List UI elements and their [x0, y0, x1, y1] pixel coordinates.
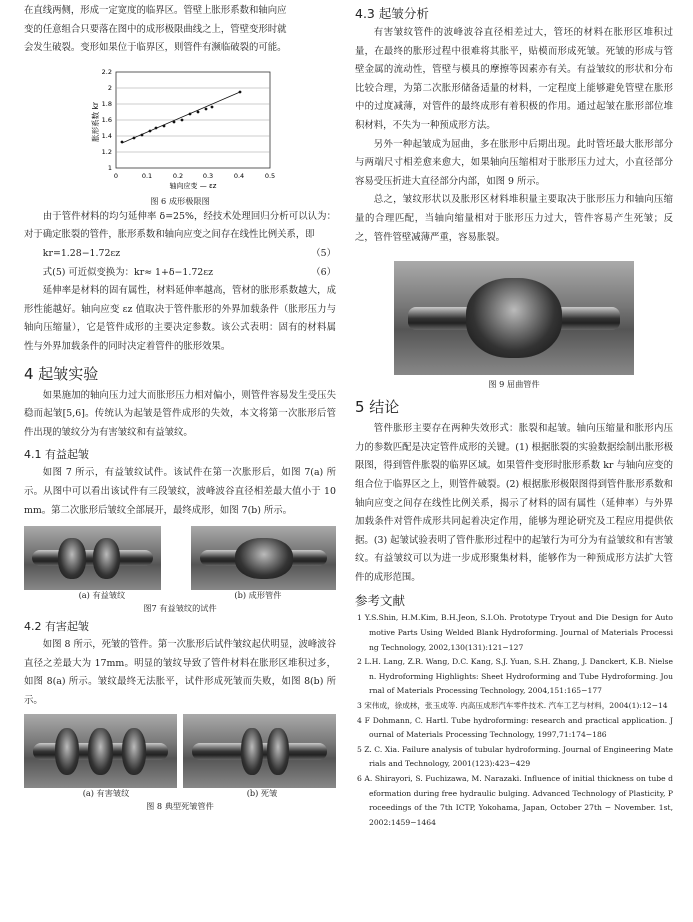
fig7-subcaptions	[24, 590, 336, 601]
para-beneficial-wrinkle: 如图 7 所示，有益皱纹试件。该试件在第一次胀形后，如图 7(a) 所示。从图中可以看出该试件有三段皱纹，波峰波谷直径相差最大值小于 10mm。第二次胀形后皱纹全部展开，最终成形，如图 7(b) 所示。	[24, 467, 336, 516]
fig9-caption: 图 9 屈曲管件	[488, 379, 540, 390]
section-4-heading: 4 起皱实验	[24, 364, 99, 383]
data-point	[133, 136, 136, 139]
fig7a-photo	[24, 526, 161, 590]
xtick: 0.5	[264, 171, 276, 180]
right-column	[355, 0, 673, 830]
xtick: 0	[113, 171, 119, 180]
left-column	[24, 0, 336, 814]
data-point	[205, 107, 208, 110]
fig9-photo	[394, 261, 634, 375]
para-material: 由于管件材料的均匀延伸率 δ=25%，经技术处理回归分析可以认为：对于确定胀裂的管件，胀形系数和轴向应变之间存在线性比例关系，即	[24, 210, 336, 241]
para-conclusion: 管件胀形主要存在两种失效形式：胀裂和起皱。轴向压缩量和胀形内压力的参数匹配是决定管件成形的关键。(1) 根据胀裂的实验数据绘制出胀形极限图，得到管件胀裂的临界区域。如果管件变形时胀形系数 kr 与轴向应变的组合位于临界区之上，则管件破裂。(2) 根据胀形极限图得到管件胀形系数和轴向应变之间存在线性比例关系，揭示了材料的固有属性（延伸率）与外界加载条件对管件成形共同起着决定作用，能够为理论研究及工程应用提供依据。(3) 起皱试验表明了管件胀形过程中的起皱行为可分为有益皱纹和有害皱纹。有益皱纹可以为进一步成形聚集材料，能够作为一种预成形方法扩大管件的成形范围。	[355, 423, 673, 583]
para-summary: 总之，皱纹形状以及胀形区材料堆积量主要取决于胀形压力和轴向压缩量的合理匹配，当轴向缩量相对于胀形压力过大，管件容易产生死皱；反之，管件管壁减薄严重，容易胀裂。	[355, 194, 673, 243]
fig8a-label: (a) 有害皱纹	[82, 788, 130, 799]
references-heading: 参考文献	[355, 593, 406, 609]
x-ticks	[114, 172, 275, 180]
fig6-caption: 图 6 成形极限图	[150, 195, 210, 206]
reference-item: 3 宋伟成，徐成林，张玉成等. 内高压成形汽车零件技术. 汽车工艺与材料，2004(1):12−14	[357, 701, 668, 711]
fig8a-photo	[24, 714, 177, 788]
fig8b-label: (b) 死皱	[246, 788, 278, 799]
data-point	[163, 124, 166, 127]
para-wrinkle-intro: 如果施加的轴向压力过大而胀形压力相对偏小，则管件容易发生受压失稳而起皱[5,6]。传统认为起皱是管件成形的失效，本文将第一次胀形后管件出现的皱纹分为有害皱纹和有益皱纹。	[24, 389, 336, 438]
intro-line-1: 在直线两侧，形成一定宽度的临界区。管壁上胀形系数和轴向应	[24, 5, 287, 16]
intro-line-3: 会发生破裂。变形如果位于临界区，则管件有濒临破裂的可能。	[24, 42, 287, 54]
y-ticks	[102, 68, 112, 172]
intro-line-2: 变的任意组合只要落在图中的成形极限曲线之上，管壁变形时就	[24, 23, 287, 35]
ytick: 1.4	[101, 131, 112, 140]
data-point	[181, 118, 184, 121]
xtick: 0.2	[172, 171, 184, 180]
fig7-caption: 图7 有益皱纹的试件	[143, 603, 217, 614]
ytick: 1	[107, 163, 112, 172]
data-point	[239, 90, 242, 93]
fig7a-label: (a) 有益皱纹	[78, 590, 126, 601]
forming-limit-chart	[24, 62, 336, 190]
xtick: 0.3	[202, 171, 214, 180]
xtick: 0.4	[233, 171, 245, 180]
fig8-caption: 图 8 典型死皱管件	[146, 801, 214, 812]
fig8-subcaptions	[24, 788, 336, 799]
formula-6	[24, 264, 336, 283]
fig8b-photo	[183, 714, 336, 788]
fig7b-label: (b) 成形管件	[234, 590, 282, 601]
para-wrinkle-analysis: 有害皱纹管件的波峰波谷直径相差过大，管坯的材料在胀形区堆积过量，在最终的胀形过程中很难将其胀平，贴模而形成死皱。死皱的形成与管壁金属的流动性，管壁与模具的摩擦等因素亦有关。有益皱纹的形状和分布比较合理，为第二次胀形储备适量的材料，一定程度上能够避免管壁在胀形中的过度减薄，对管件的最终成形有着积极的作用。通过起皱在胀形部位堆积材料，不失为一种预成形方法。	[355, 27, 673, 131]
data-point	[173, 120, 176, 123]
data-point	[141, 133, 144, 136]
regression-line	[122, 92, 240, 143]
section-4-1-heading: 4.1 有益起皱	[24, 448, 89, 462]
figure-6	[24, 62, 336, 206]
ytick: 1.8	[101, 99, 112, 108]
data-point	[149, 129, 152, 132]
formula-6-text: 式(5) 可近似变换为：kr≈ 1+δ−1.72εz	[42, 266, 214, 278]
section-4-2-heading: 4.2 有害起皱	[24, 620, 89, 634]
para-buckling: 另外一种起皱成为屈曲，多在胀形中后期出现。此时管坯最大胀形部分与两端尺寸相差愈来愈大，如果轴向压缩相对于胀形压力过大，小直径部分容易受压折进大直径部分内部，如图 9 所示。	[355, 138, 673, 187]
formula-6-number: （6）	[311, 266, 336, 278]
data-point	[155, 126, 158, 129]
fig6-xlabel: 轴向应变 — εz	[169, 181, 217, 190]
reference-item: 2 L.H. Lang, Z.R. Wang, D.C. Kang, S.J. Yuan, S.H. Zhang, J. Danckert, K.B. Nielsen. Hydroforming Highlights: Sheet Hydroforming and Tube Hydroforming. Journal of Materials Processing Technology, 2004,151:165−177	[357, 657, 673, 696]
reference-item: 6 A. Shirayori, S. Fuchizawa, M. Narazaki. Influence of initial thickness on tube deformation during free hydraulic bulging. Advanced Technology of Plasticity, Proceedings of the 7th ICTP, Yokohama, Japan, October 27th − November. 1st, 2002:1459−1464	[357, 774, 673, 827]
fig6-ylabel: 胀形系数 kr	[91, 101, 100, 142]
ytick: 1.6	[101, 115, 112, 124]
data-point	[211, 105, 214, 108]
data-point	[197, 110, 200, 113]
figure-8	[24, 714, 336, 788]
xtick: 0.1	[141, 171, 153, 180]
para-harmful-wrinkle: 如图 8 所示，死皱的管件。第一次胀形后试件皱纹起伏明显，波峰波谷直径之差最大为 17mm。明显的皱纹导致了管件材料在胀形区堆积过多，如图 8(a) 所示。皱纹最终无法胀平，试件形成死皱而失败，如图 8(b) 所示。	[24, 639, 336, 706]
data-point	[121, 140, 124, 143]
formula-5-number: （5）	[311, 247, 336, 259]
formula-5	[24, 245, 336, 264]
ytick: 2.2	[101, 67, 112, 76]
grid-lines	[116, 88, 270, 152]
ytick: 2	[107, 83, 112, 92]
section-5-heading: 5 结论	[355, 398, 400, 417]
reference-item: 4 F Dohmann, C. Hartl. Tube hydroforming: research and practical application. Journal of Materials Processing Technology, 1997,71:174−186	[357, 715, 673, 740]
data-point	[189, 112, 192, 115]
formula-5-text: kr=1.28−1.72εz	[42, 247, 121, 259]
section-4-3-heading: 4.3 起皱分析	[355, 6, 429, 21]
fig7b-photo	[191, 526, 336, 590]
figure-7	[24, 526, 336, 590]
ytick: 1.2	[101, 147, 112, 156]
para-elongation: 延伸率是材料的固有属性，材料延伸率越高，管材的胀形系数越大，成形性能越好。轴向应变 εz 值取决于管件胀形的外界加载条件（胀形压力与轴向压缩量），它是管件成形的主要决定参数。该公式表明：固有的材料属性与外界加载条件的同时决定着管件的胀形效果。	[24, 285, 336, 352]
reference-item: 1 Y.S.Shin, H.M.Kim, B.H.Jeon, S.I.Oh. Prototype Tryout and Die Design for Automotive Parts Using Welded Blank Hydroforming. Journal of Materials Processing Technology, 2002,130(131):121−127	[357, 613, 673, 652]
reference-item: 5 Z. C. Xia. Failure analysis of tubular hydroforming. Journal of Engineering Materials and Technology, 2001(123):423−429	[357, 744, 673, 769]
